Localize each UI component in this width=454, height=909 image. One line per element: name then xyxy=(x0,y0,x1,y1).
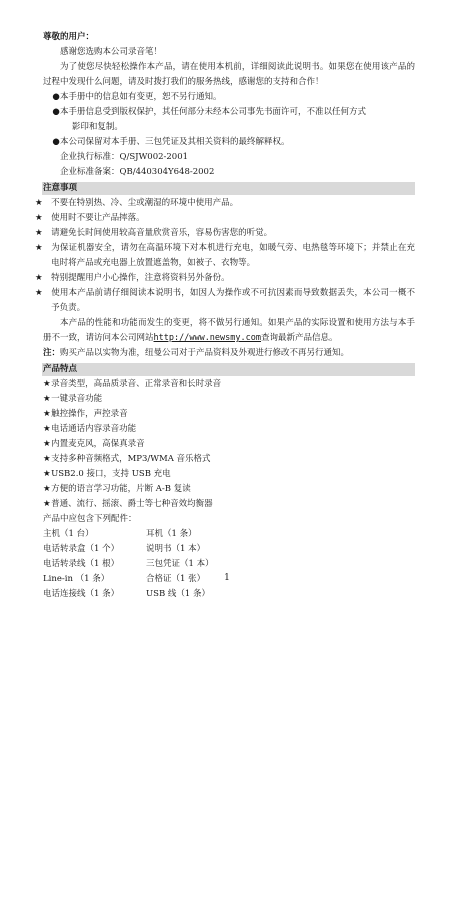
notice-item xyxy=(34,226,415,241)
star-icon: ★ xyxy=(34,243,43,253)
package-item: 主机（1 台） xyxy=(43,529,94,539)
star-icon: ★ xyxy=(34,288,43,298)
policy-text-end: 查询最新产品信息。 xyxy=(260,333,338,343)
package-contents xyxy=(43,527,415,602)
notice-item xyxy=(34,286,415,316)
feature-item xyxy=(43,452,415,467)
intro-bullet-text: 本手册中的信息如有变更，恕不另行通知。 xyxy=(60,92,222,102)
package-item: 电话转录线（1 根） xyxy=(43,559,120,569)
welcome-line: 感谢您选购本公司录音笔！ xyxy=(60,47,163,57)
feature-item-text: 普通、流行、摇滚、爵士等七种音效均衡器 xyxy=(51,499,213,509)
package-item: 合格证（1 张） xyxy=(146,574,206,584)
feature-list xyxy=(43,377,415,512)
package-item: Line-in （1 条） xyxy=(43,574,110,584)
package-item: 耳机（1 条） xyxy=(146,529,197,539)
package-title: 产品中应包含下列配件： xyxy=(43,514,137,524)
package-item: 电话连接线（1 条） xyxy=(43,589,120,599)
package-item: 电话转录盒（1 个） xyxy=(43,544,120,554)
note-line xyxy=(43,346,415,361)
notice-item xyxy=(34,211,415,226)
feature-item-text: 电话通话内容录音功能 xyxy=(51,424,137,434)
features-section-header: 产品特点 xyxy=(42,363,415,376)
notice-item-text: 为保证机器安全，请勿在高温环境下对本机进行充电，如暖气旁、电热毯等环境下；并禁止在充电时将产品或充电器上放置遮盖物，如被子、衣物等。 xyxy=(51,243,415,268)
notice-item-text: 请避免长时间使用较高音量欣赏音乐，容易伤害您的听觉。 xyxy=(51,228,273,238)
feature-item-text: 支持多种音频格式，MP3/WMA 音乐格式 xyxy=(51,454,211,464)
policy-paragraph xyxy=(43,316,415,346)
notice-item xyxy=(34,271,415,286)
notice-item-text: 不要在特别热、冷、尘或潮湿的环境中使用产品。 xyxy=(51,198,239,208)
notice-item xyxy=(34,241,415,271)
package-item: 三包凭证（1 本） xyxy=(146,559,214,569)
intro-bullet xyxy=(43,90,415,105)
star-icon: ★ xyxy=(43,394,51,404)
notice-item-text: 特别提醒用户小心操作，注意将资料另外备份。 xyxy=(51,273,230,283)
feature-item xyxy=(43,377,415,392)
star-icon: ★ xyxy=(43,439,51,449)
intro-bullet-continuation: 影印和复制。 xyxy=(71,122,123,132)
notice-item-text: 使用时不要让产品摔落。 xyxy=(51,213,145,223)
feature-item-text: 方便的语言学习功能，片断 A-B 复读 xyxy=(51,484,191,494)
website-link[interactable]: http://www.newsmy.com xyxy=(153,333,261,343)
notice-section-header: 注意事项 xyxy=(42,182,415,195)
feature-item-text: USB2.0 接口，支持 USB 充电 xyxy=(51,469,171,479)
policy-text: 本产品的性能和功能而发生的变更，将不做另行通知。如果产品的实际设置和使用方法与本手册不一致，请访问本公司网站 xyxy=(43,318,415,343)
page-number: 1 xyxy=(224,573,230,583)
feature-item-text: 内置麦克风，高保真录音 xyxy=(51,439,145,449)
star-icon: ★ xyxy=(34,198,43,208)
star-icon: ★ xyxy=(43,379,51,389)
bullet-dot-icon: ● xyxy=(52,137,60,147)
page-content xyxy=(34,30,415,602)
note-text: 购买产品以实物为准，纽曼公司对于产品资料及外观进行修改不再另行通知。 xyxy=(60,348,350,358)
intro-bullet xyxy=(43,135,415,150)
feature-item-text: 触控操作，声控录音 xyxy=(51,409,128,419)
notice-item xyxy=(34,196,415,211)
intro-bullet-text: 本手册信息受到版权保护，其任何部分未经本公司事先书面许可，不准以任何方式 xyxy=(60,107,367,117)
star-icon: ★ xyxy=(43,409,51,419)
intro-paragraph: 为了使您尽快轻松操作本产品，请在使用本机前，详细阅读此说明书。如果您在使用该产品的过程中发现什么问题，请及时拨打我们的服务热线，感谢您的支持和合作！ xyxy=(43,62,415,87)
star-icon: ★ xyxy=(43,454,51,464)
note-label: 注： xyxy=(43,348,61,358)
star-icon: ★ xyxy=(43,469,51,479)
star-icon: ★ xyxy=(34,228,43,238)
feature-item xyxy=(43,437,415,452)
feature-item-text: 一键录音功能 xyxy=(51,394,103,404)
star-icon: ★ xyxy=(43,424,51,434)
feature-item xyxy=(43,407,415,422)
package-item: 说明书（1 本） xyxy=(146,544,206,554)
feature-item-text: 录音类型，高品质录音、正常录音和长时录音 xyxy=(51,379,222,389)
bullet-dot-icon: ● xyxy=(52,107,60,117)
star-icon: ★ xyxy=(34,213,43,223)
notice-list xyxy=(34,196,415,316)
star-icon: ★ xyxy=(43,499,51,509)
greeting: 尊敬的用户： xyxy=(43,32,95,42)
intro-bullet-list xyxy=(43,90,415,150)
bullet-dot-icon: ● xyxy=(52,92,60,102)
star-icon: ★ xyxy=(34,273,43,283)
package-item: USB 线（1 条） xyxy=(146,589,211,599)
standard-file: 企业标准备案：QB/440304Y648-2002 xyxy=(60,167,215,177)
feature-item xyxy=(43,482,415,497)
star-icon: ★ xyxy=(43,484,51,494)
intro-bullet xyxy=(43,105,415,120)
standard-exec: 企业执行标准：Q/SJW002-2001 xyxy=(60,152,189,162)
notice-item-text: 使用本产品前请仔细阅读本说明书，如因人为操作或不可抗因素而导致数据丢失，本公司一概不予负责。 xyxy=(51,288,415,313)
feature-item xyxy=(43,467,415,482)
feature-item xyxy=(43,422,415,437)
feature-item xyxy=(43,497,415,512)
feature-item xyxy=(43,392,415,407)
intro-bullet-text: 本公司保留对本手册、三包凭证及其相关资料的最终解释权。 xyxy=(60,137,290,147)
